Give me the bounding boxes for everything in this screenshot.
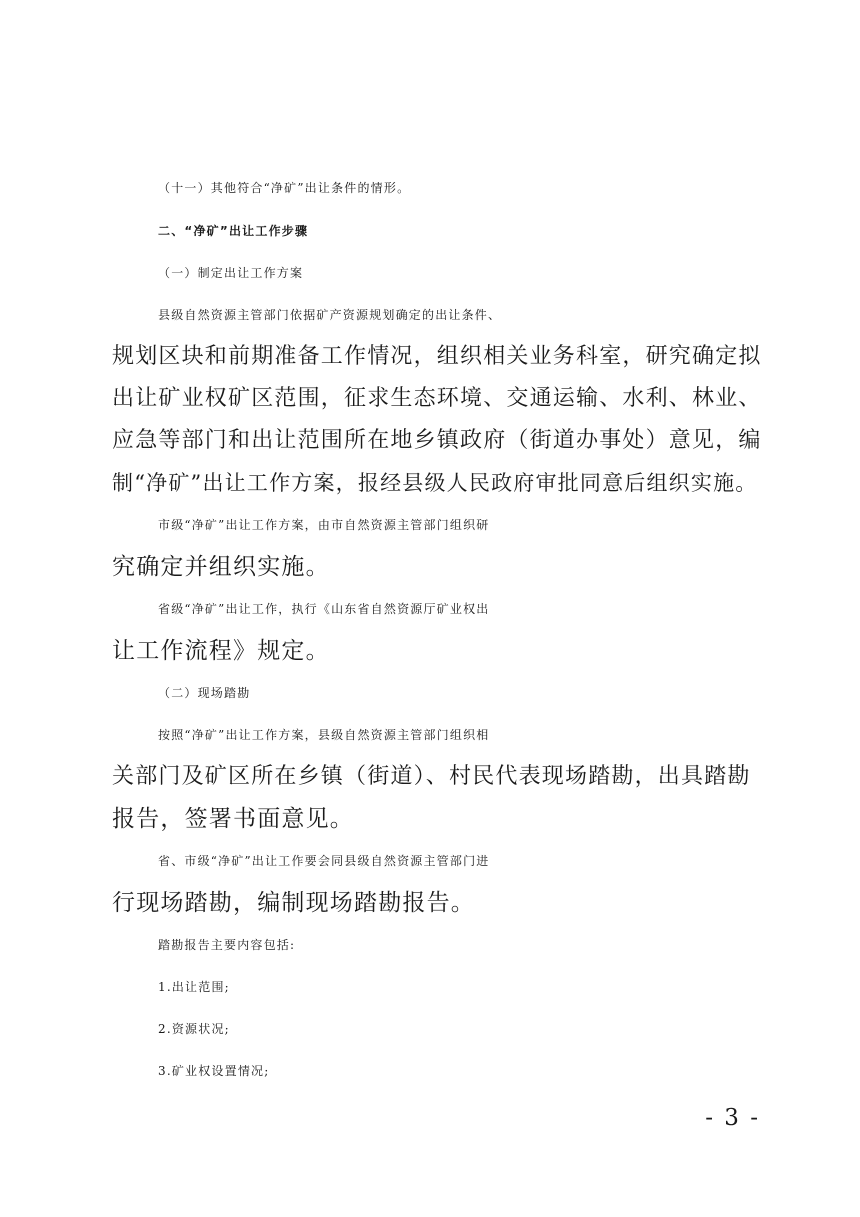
subsection-heading: （一）制定出让工作方案 [158,266,304,280]
paragraph-line: 关部门及矿区所在乡镇（街道）、村民代表现场踏勘，出具踏勘 [112,764,751,789]
paragraph-line: 让工作流程》规定。 [112,638,330,664]
section-heading: 二、“净矿”出让工作步骤 [158,224,309,238]
list-item: 3.矿业权设置情况; [158,1064,270,1078]
paragraph-line: 规划区块和前期准备工作情况，组织相关业务科室，研究确定拟 [112,344,762,369]
paragraph-line: 按照“净矿”出让工作方案，县级自然资源主管部门组织相 [158,728,490,742]
paragraph-line: 省级“净矿”出让工作，执行《山东省自然资源厅矿业权出 [158,602,490,616]
paragraph-line: 究确定并组织实施。 [112,554,330,580]
paragraph-line: 县级自然资源主管部门依据矿产资源规划确定的出让条件、 [158,308,502,322]
paragraph-line: 应急等部门和出让范围所在地乡镇政府（街道办事处）意见，编 [112,428,762,453]
subsection-heading: （二）现场踏勘 [158,686,251,700]
paragraph-line: 省、市级“净矿”出让工作要会同县级自然资源主管部门进 [158,854,490,868]
paragraph-line: 报告，签署书面意见。 [112,806,354,832]
paragraph-line: 市级“净矿”出让工作方案，由市自然资源主管部门组织研 [158,518,490,532]
paragraph-line: 踏勘报告主要内容包括: [158,938,296,952]
list-item: 1.出让范围; [158,980,230,994]
paragraph-line: （十一）其他符合“净矿”出让条件的情形。 [158,181,411,195]
paragraph-line: 行现场踏勘，编制现场踏勘报告。 [112,890,475,916]
list-item: 2.资源状况; [158,1022,230,1036]
paragraph-line: 出让矿业权矿区范围，征求生态环境、交通运输、水利、林业、 [112,386,762,411]
page-number: - 3 - [705,1105,760,1131]
paragraph-line: 制“净矿”出让工作方案，报经县级人民政府审批同意后组织实施。 [112,471,758,495]
